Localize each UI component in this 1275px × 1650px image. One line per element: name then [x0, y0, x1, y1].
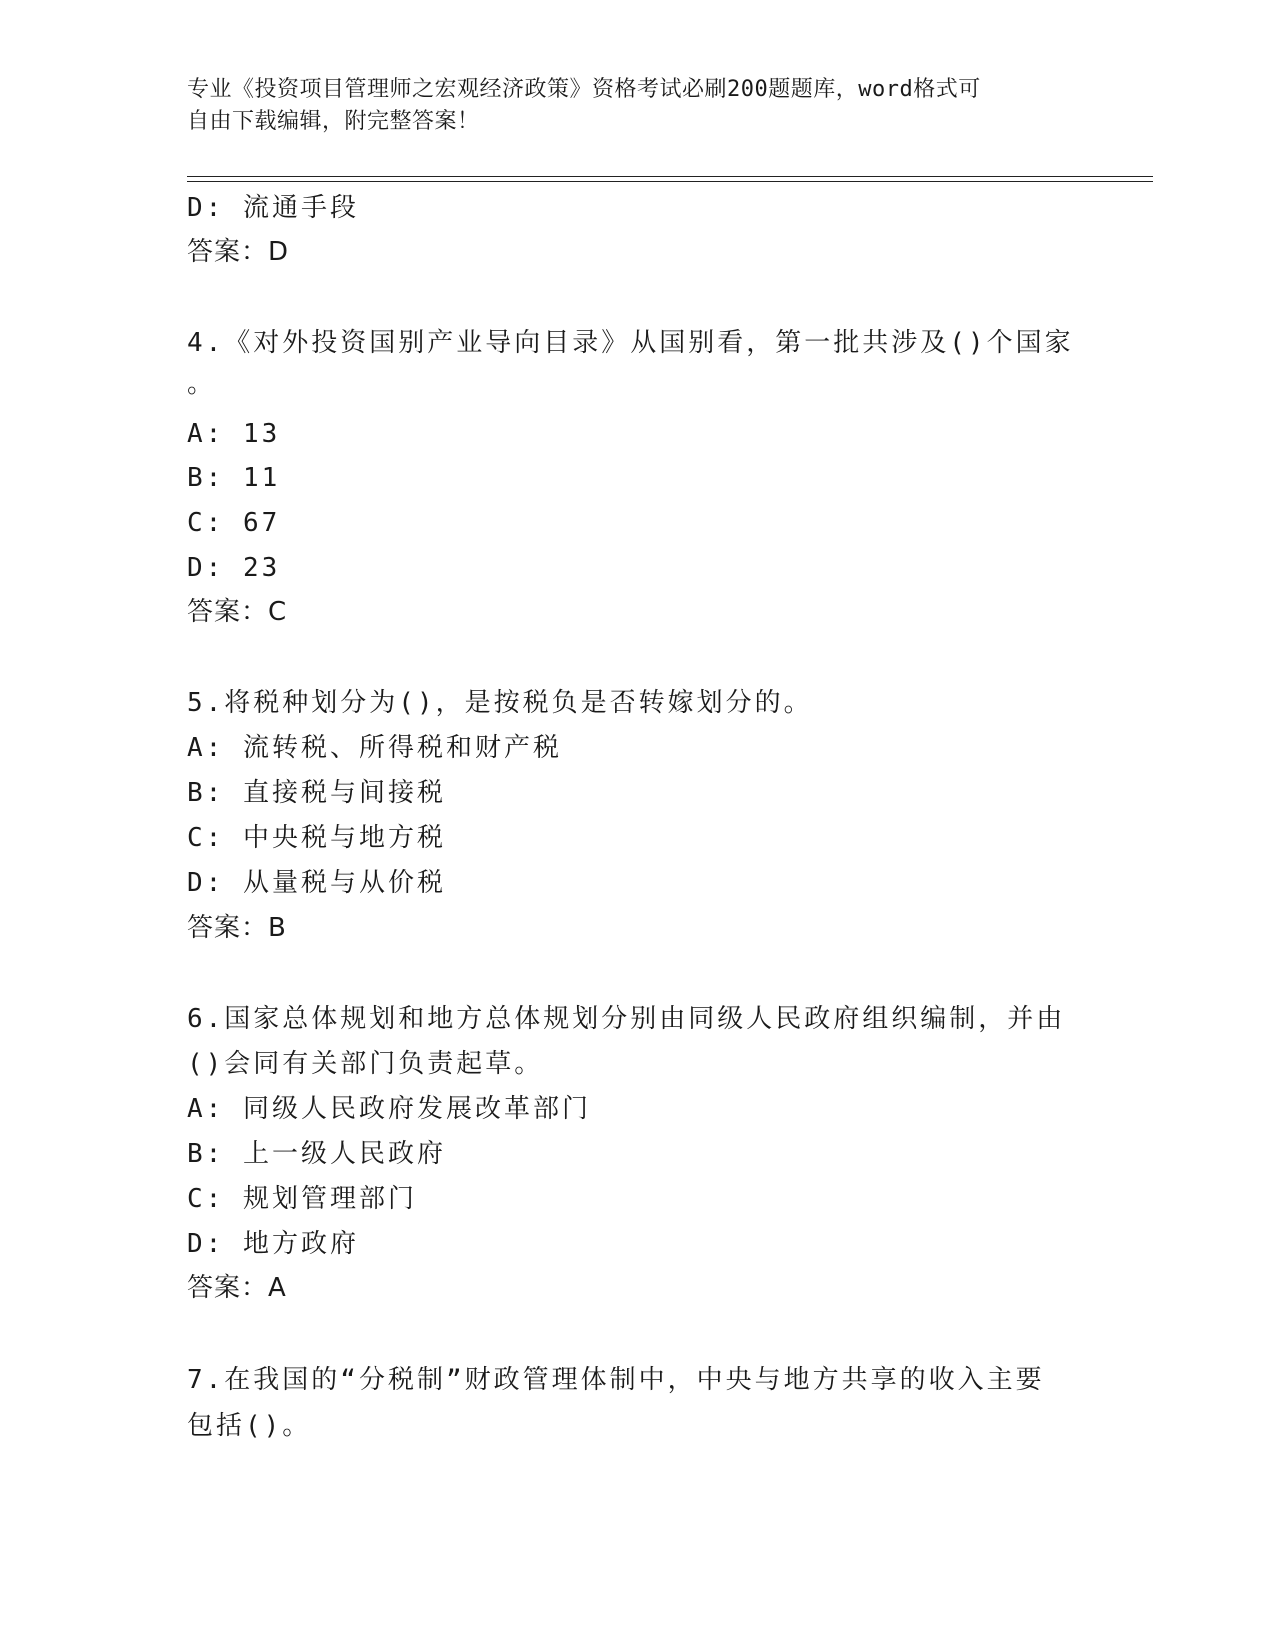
q3-option-d: D: 流通手段 [187, 193, 359, 223]
q4-stem-line-2: 。 [187, 369, 217, 399]
q4-option-b: B: 11 [187, 463, 281, 493]
q3-answer: 答案：D [187, 237, 290, 267]
q4-option-c: C: 67 [187, 508, 281, 538]
q4-stem-line-1: 4.《对外投资国别产业导向目录》从国别看，第一批共涉及()个国家 [187, 328, 1074, 358]
header-line-2: 自由下载编辑，附完整答案！ [187, 109, 480, 134]
q6-answer: 答案：A [187, 1273, 287, 1303]
q5-stem-line-1: 5.将税种划分为()，是按税负是否转嫁划分的。 [187, 688, 813, 718]
q6-option-c: C: 规划管理部门 [187, 1184, 417, 1214]
q6-option-d: D: 地方政府 [187, 1229, 359, 1259]
q7-stem-line-1: 7.在我国的“分税制”财政管理体制中，中央与地方共享的收入主要 [187, 1365, 1045, 1395]
q6-stem-line-2: ()会同有关部门负责起草。 [187, 1049, 544, 1079]
header-divider-bottom [187, 181, 1153, 182]
q4-option-d: D: 23 [187, 553, 281, 583]
header-divider-top [187, 176, 1153, 177]
q6-stem-line-1: 6.国家总体规划和地方总体规划分别由同级人民政府组织编制，并由 [187, 1004, 1066, 1034]
header-line-1: 专业《投资项目管理师之宏观经济政策》资格考试必刷200题题库，word格式可 [187, 77, 981, 102]
q4-answer: 答案：C [187, 597, 288, 627]
q6-option-b: B: 上一级人民政府 [187, 1139, 446, 1169]
q5-option-c: C: 中央税与地方税 [187, 823, 446, 853]
q5-answer: 答案：B [187, 913, 287, 943]
q5-option-b: B: 直接税与间接税 [187, 778, 446, 808]
q4-option-a: A: 13 [187, 419, 281, 449]
q5-option-d: D: 从量税与从价税 [187, 868, 446, 898]
q7-stem-line-2: 包括()。 [187, 1411, 312, 1441]
q6-option-a: A: 同级人民政府发展改革部门 [187, 1094, 591, 1124]
q5-option-a: A: 流转税、所得税和财产税 [187, 733, 562, 763]
document-header [187, 74, 1067, 138]
